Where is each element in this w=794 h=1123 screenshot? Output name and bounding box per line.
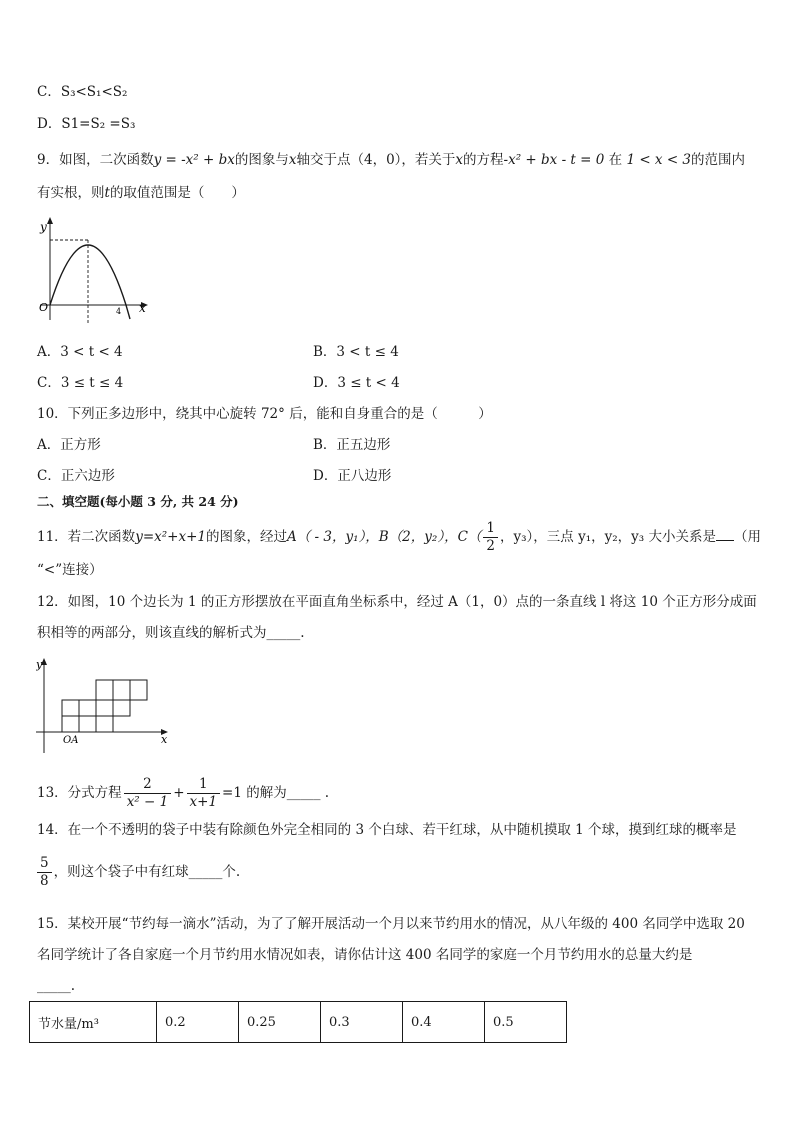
table-cell: 0.3 — [321, 1002, 403, 1043]
q9-fig-y-label: y — [40, 220, 47, 234]
q13-fraction-1: $\frac{2}{\text{x² − 1}}$ — [124, 776, 172, 811]
q12-squares-figure — [36, 656, 176, 756]
q11-fraction: $\frac{1}{2}$ — [483, 520, 498, 555]
q9-parabola-figure — [36, 215, 156, 325]
q9-option-c: C．3 ≤ t ≤ 4 — [37, 375, 124, 391]
table-cell: 0.25 — [239, 1002, 321, 1043]
q9-formula-range: 1 < x < 3 — [626, 152, 692, 168]
table-row — [30, 1002, 567, 1043]
q8-option-d: D．S1=S₂ =S₃ — [37, 116, 136, 132]
table-cell: 0.4 — [403, 1002, 485, 1043]
table-cell: 0.5 — [485, 1002, 567, 1043]
q9-stem-line1: 9．如图，二次函数y = -x² + bx的图象与x轴交于点（4，0），若关于x的方程-x² + bx - t = 0 在 1 < x < 3的范围内 — [37, 152, 746, 168]
q12-fig-x-label: x — [161, 733, 168, 746]
q12-fig-y-label: y — [36, 658, 43, 671]
table-cell: 节水量/m³ — [30, 1002, 157, 1043]
q15-stem-line3: _____. — [37, 978, 76, 994]
table-cell: 0.2 — [157, 1002, 239, 1043]
q9-formula-eq: -x² + bx - t = 0 — [503, 152, 605, 168]
q12-fig-oa-label: OA — [63, 735, 79, 746]
q10-stem: 10．下列正多边形中，绕其中心旋转 72° 后，能和自身重合的是（ ） — [37, 406, 492, 422]
q14-stem-line2: $\frac{5}{8}$ ，则这个袋子中有红球_____个. — [37, 852, 240, 892]
q8-option-c: C．S₃<S₁<S₂ — [37, 84, 128, 100]
q15-water-table — [29, 1001, 567, 1043]
q11-stem-line2: “<”连接） — [37, 562, 103, 578]
q14-fraction: $\frac{5}{8}$ — [37, 855, 52, 890]
q11-stem-line1: 11．若二次函数y=x²+x+1的图象，经过A（ - 3，y₁），B（2，y₂），C（ $\frac{1}{2}$ ，y₃），三点 y₁，y₂，y₃ 大小关系是 （用 — [37, 520, 762, 554]
q9-option-a: A．3 < t < 4 — [37, 344, 123, 360]
q13-stem: 13．分式方程 $\frac{2}{\text{x² − 1}}$ + $\frac{1}{x+1}$ =1 的解为_____ . — [37, 776, 330, 810]
q9-option-b: B．3 < t ≤ 4 — [313, 344, 399, 360]
q10-option-d: D．正八边形 — [313, 468, 392, 484]
q9-fig-four-label: 4 — [116, 307, 122, 316]
q10-option-b: B．正五边形 — [313, 437, 391, 453]
q10-option-c: C．正六边形 — [37, 468, 115, 484]
q13-fraction-2: $\frac{1}{x+1}$ — [187, 776, 221, 811]
q11-formula: y=x²+x+1 — [135, 529, 206, 545]
q15-stem-line1: 15．某校开展“节约每一滴水”活动，为了了解开展活动一个月以来节约用水的情况，从八年级的 400 名同学中选取 20 — [37, 916, 745, 932]
section-heading: 二、填空题(每小题 3 分, 共 24 分) — [37, 494, 239, 509]
q9-stem-line2: 有实根，则t的取值范围是（ ） — [37, 185, 245, 201]
q12-stem-line2: 积相等的两部分，则该直线的解析式为_____. — [37, 625, 305, 641]
q9-fig-origin-label: O — [39, 301, 49, 314]
q9-option-d: D．3 ≤ t < 4 — [313, 375, 400, 391]
q14-stem-line1: 14．在一个不透明的袋子中装有除颜色外完全相同的 3 个白球、若干红球，从中随机摸取 1 个球，摸到红球的概率是 — [37, 822, 737, 838]
q9-fig-x-label: x — [139, 301, 146, 315]
q11-answer-blank — [716, 526, 734, 541]
q12-stem-line1: 12．如图，10 个边长为 1 的正方形摆放在平面直角坐标系中，经过 A（1，0）点的一条直线 l 将这 10 个正方形分成面 — [37, 594, 757, 610]
q10-option-a: A．正方形 — [37, 437, 101, 453]
q15-stem-line2: 名同学统计了各自家庭一个月节约用水情况如表，请你估计这 400 名同学的家庭一个月节约用水的总量大约是 — [37, 947, 693, 963]
q9-formula-y: y = -x² + bx — [153, 152, 235, 168]
